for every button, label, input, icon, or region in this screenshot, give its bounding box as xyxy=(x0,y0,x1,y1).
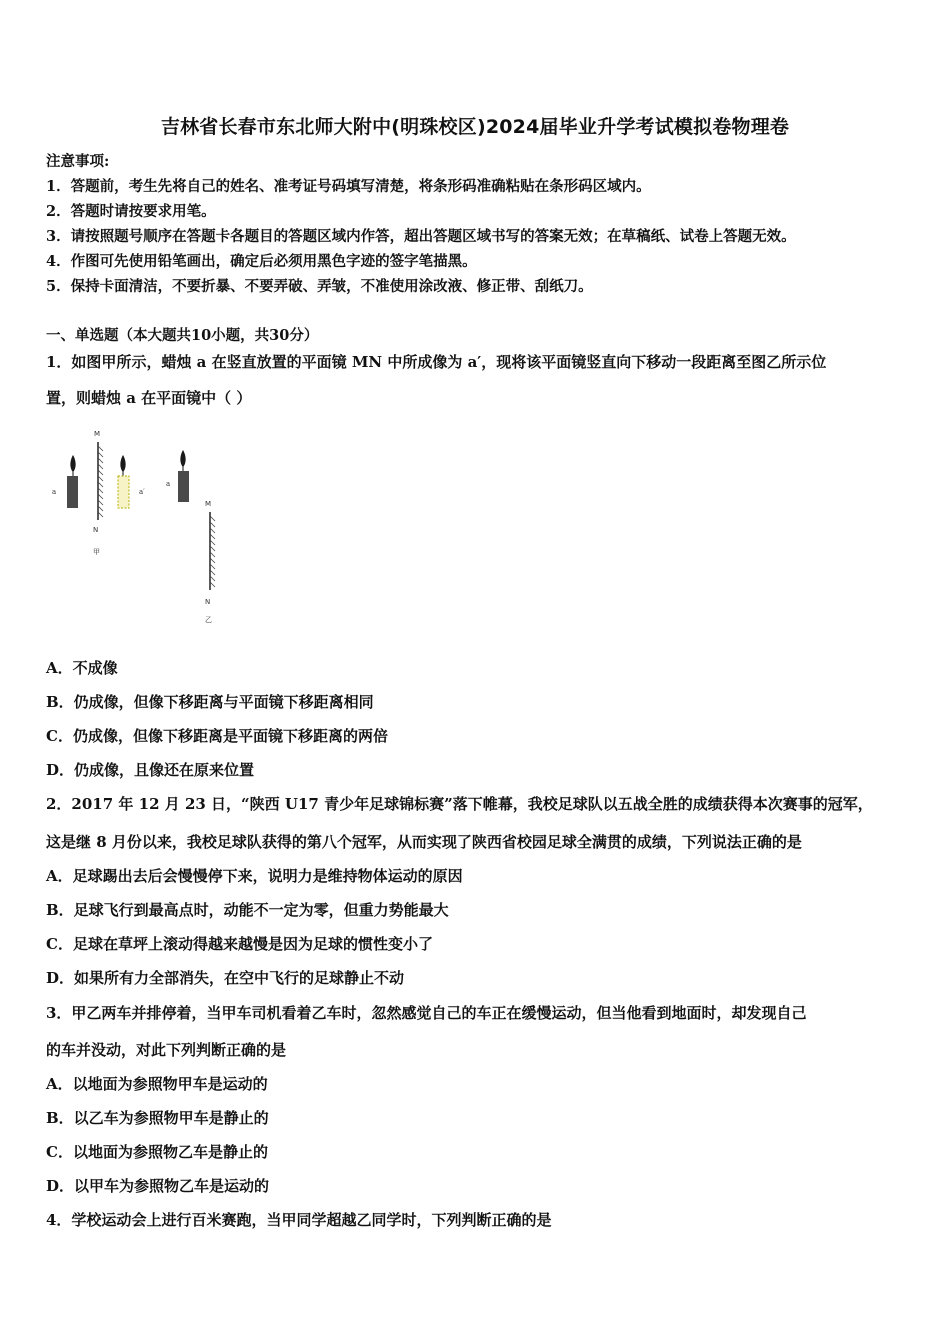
question-2-option-d: D．如果所有力全部消失，在空中飞行的足球静止不动 xyxy=(46,969,405,987)
question-2-option-b: B．足球飞行到最高点时，动能不一定为零，但重力势能最大 xyxy=(46,901,449,919)
candle-image-a-prime xyxy=(118,455,129,508)
question-1-option-b: B．仍成像，但像下移距离与平面镜下移距离相同 xyxy=(46,693,374,711)
notice-item: 4．作图可先使用铅笔画出，确定后必须用黑色字迹的签字笔描黑。 xyxy=(46,253,477,270)
question-2-option-a: A．足球踢出去后会慢慢停下来，说明力是维持物体运动的原因 xyxy=(46,867,463,885)
question-1-option-d: D．仍成像，且像还在原来位置 xyxy=(46,761,255,779)
mirror-label-n: N xyxy=(93,526,99,534)
candle-a-yi xyxy=(178,450,189,502)
question-1-stem: 1．如图甲所示，蜡烛 a 在竖直放置的平面镜 MN 中所成像为 a′，现将该平面镜竖直向下移动一段距离至图乙所示位 xyxy=(46,353,827,371)
figure-caption-yi: 乙 xyxy=(205,616,212,624)
question-1-stem: 置，则蜡烛 a 在平面镜中（ ） xyxy=(46,389,252,407)
mirror-label-n-yi: N xyxy=(205,598,211,606)
question-3-option-c: C．以地面为参照物乙车是静止的 xyxy=(46,1143,268,1161)
figure-yi xyxy=(166,450,215,624)
question-1-option-c: C．仍成像，但像下移距离是平面镜下移距离的两倍 xyxy=(46,727,388,745)
question-2-stem: 这是继 8 月份以来，我校足球队获得的第八个冠军，从而实现了陕西省校园足球全满贯的成绩，下列说法正确的是 xyxy=(46,833,802,851)
candle-a-jia xyxy=(67,455,78,508)
image-label-a-prime: a′ xyxy=(139,488,145,496)
question-2-stem: 2．2017 年 12 月 23 日，“陕西 U17 青少年足球锦标赛”落下帷幕，我校足球队以五战全胜的成绩获得本次赛事的冠军， xyxy=(46,795,873,813)
question-3-option-d: D．以甲车为参照物乙车是运动的 xyxy=(46,1177,270,1195)
notice-item: 5．保持卡面清洁，不要折暴、不要弄破、弄皱，不准使用涂改液、修正带、刮纸刀。 xyxy=(46,278,593,295)
question-3-option-b: B．以乙车为参照物甲车是静止的 xyxy=(46,1109,269,1127)
notice-item: 2．答题时请按要求用笔。 xyxy=(46,203,216,220)
question-4-stem: 4．学校运动会上进行百米赛跑，当甲同学超越乙同学时，下列判断正确的是 xyxy=(46,1211,552,1229)
notice-item: 1．答题前，考生先将自己的姓名、准考证号码填写清楚，将条形码准确粘贴在条形码区域内。 xyxy=(46,178,651,195)
question-3-stem: 的车并没动，对此下列判断正确的是 xyxy=(46,1041,287,1059)
section-heading: 一、单选题（本大题共10小题，共30分） xyxy=(46,327,319,344)
document-title: 吉林省长春市东北师大附中(明珠校区)2024届毕业升学考试模拟卷物理卷 xyxy=(160,116,790,138)
mirror-label-m-yi: M xyxy=(205,500,212,508)
question-2-option-c: C．足球在草坪上滚动得越来越慢是因为足球的惯性变小了 xyxy=(46,935,433,953)
candle-label-a-yi: a xyxy=(166,480,171,488)
mirror-label-m: M xyxy=(94,430,101,438)
figure-caption-jia: 甲 xyxy=(93,548,100,556)
notice-heading: 注意事项: xyxy=(46,153,110,170)
notice-item: 3．请按照题号顺序在答题卡各题目的答题区域内作答，超出答题区域书写的答案无效；在草稿纸、试卷上答题无效。 xyxy=(46,228,796,245)
question-3-stem: 3．甲乙两车并排停着，当甲车司机看着乙车时，忽然感觉自己的车正在缓慢运动，但当他看到地面时，却发现自己 xyxy=(46,1004,807,1022)
question-1-option-a: A．不成像 xyxy=(46,659,118,677)
candle-label-a: a xyxy=(52,488,57,496)
mirror-candle-figure xyxy=(48,420,248,630)
question-3-option-a: A．以地面为参照物甲车是运动的 xyxy=(46,1075,268,1093)
figure-jia xyxy=(52,430,145,556)
